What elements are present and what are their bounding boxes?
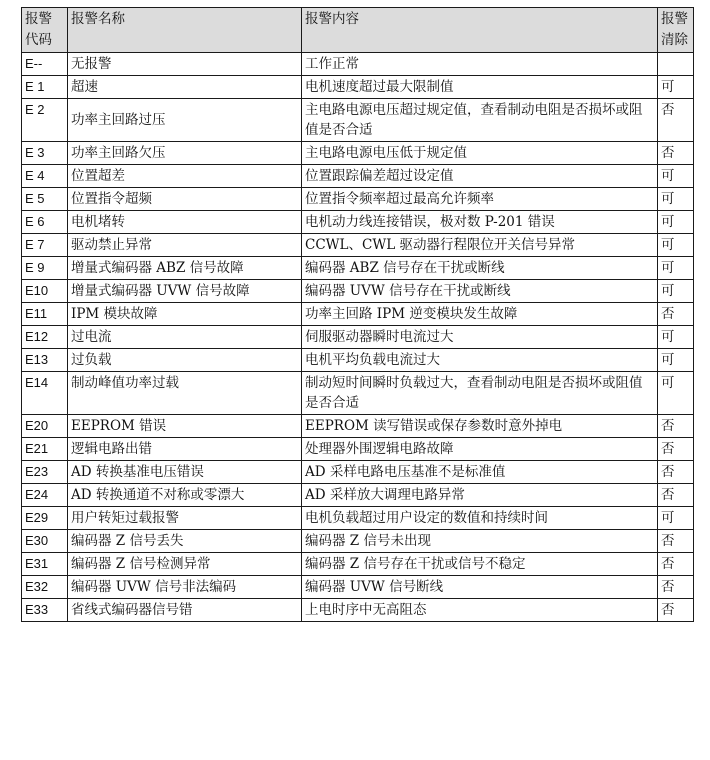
alarm-code: E11 [22,303,68,326]
alarm-content: 电机动力线连接错误，极对数 P-201 错误 [302,211,658,234]
alarm-code: E29 [22,507,68,530]
header-alarm-name: 报警名称 [68,8,302,53]
alarm-clear: 否 [658,303,694,326]
alarm-code: E30 [22,530,68,553]
alarm-code: E23 [22,461,68,484]
alarm-name: 用户转矩过载报警 [68,507,302,530]
alarm-name: 增量式编码器 ABZ 信号故障 [68,257,302,280]
alarm-clear: 可 [658,76,694,99]
alarm-code: E33 [22,599,68,622]
alarm-code: E31 [22,553,68,576]
table-row [22,99,694,142]
alarm-code: E 4 [22,165,68,188]
alarm-clear: 否 [658,576,694,599]
alarm-name: 编码器 Z 信号检测异常 [68,553,302,576]
alarm-content: 位置指令频率超过最高允许频率 [302,188,658,211]
alarm-name: 过负载 [68,349,302,372]
alarm-name: 驱动禁止异常 [68,234,302,257]
alarm-content: AD 采样放大调理电路异常 [302,484,658,507]
alarm-name: 省线式编码器信号错 [68,599,302,622]
alarm-clear: 否 [658,484,694,507]
alarm-clear: 否 [658,599,694,622]
header-alarm-content: 报警内容 [302,8,658,53]
alarm-name: IPM 模块故障 [68,303,302,326]
alarm-clear: 可 [658,349,694,372]
table-row [22,372,694,415]
table-row [22,142,694,165]
alarm-name: 功率主回路过压 [68,99,302,142]
alarm-name: AD 转换通道不对称或零漂大 [68,484,302,507]
alarm-content: 编码器 UVW 信号存在干扰或断线 [302,280,658,303]
table-row [22,280,694,303]
alarm-name: 制动峰值功率过载 [68,372,302,415]
alarm-clear: 否 [658,99,694,142]
table-row [22,53,694,76]
alarm-code: E 2 [22,99,68,142]
table-row [22,415,694,438]
alarm-content: 主电路电源电压超过规定值，查看制动电阻是否损坏或阻值是否合适 [302,99,658,142]
table-row [22,599,694,622]
alarm-clear: 可 [658,326,694,349]
alarm-content: 制动短时间瞬时负载过大，查看制动电阻是否损坏或阻值是否合适 [302,372,658,415]
alarm-clear [658,53,694,76]
alarm-clear: 可 [658,234,694,257]
header-alarm-code: 报警代码 [22,8,68,53]
alarm-clear: 可 [658,211,694,234]
alarm-content: 位置跟踪偏差超过设定值 [302,165,658,188]
table-row [22,461,694,484]
table-header-row [22,8,694,53]
alarm-content: 电机速度超过最大限制值 [302,76,658,99]
alarm-code: E 6 [22,211,68,234]
alarm-name: EEPROM 错误 [68,415,302,438]
alarm-clear: 可 [658,165,694,188]
table-row [22,484,694,507]
table-row [22,211,694,234]
alarm-clear: 可 [658,188,694,211]
alarm-content: 电机负载超过用户设定的数值和持续时间 [302,507,658,530]
alarm-code: E10 [22,280,68,303]
table-row [22,349,694,372]
alarm-code: E14 [22,372,68,415]
alarm-content: AD 采样电路电压基准不是标准值 [302,461,658,484]
alarm-name: 增量式编码器 UVW 信号故障 [68,280,302,303]
alarm-code: E-- [22,53,68,76]
alarm-clear: 可 [658,372,694,415]
alarm-content: 电机平均负载电流过大 [302,349,658,372]
table-row [22,438,694,461]
table-row [22,553,694,576]
alarm-content: 编码器 ABZ 信号存在干扰或断线 [302,257,658,280]
alarm-clear: 否 [658,461,694,484]
table-row [22,165,694,188]
table-row [22,303,694,326]
alarm-clear: 可 [658,280,694,303]
table-row [22,507,694,530]
alarm-clear: 可 [658,507,694,530]
alarm-content: CCWL、CWL 驱动器行程限位开关信号异常 [302,234,658,257]
alarm-table-container [21,7,694,622]
alarm-code: E32 [22,576,68,599]
table-row [22,188,694,211]
alarm-name: 位置指令超频 [68,188,302,211]
alarm-clear: 否 [658,438,694,461]
alarm-code: E 3 [22,142,68,165]
alarm-content: 主电路电源电压低于规定值 [302,142,658,165]
alarm-code: E21 [22,438,68,461]
alarm-name: 编码器 Z 信号丢失 [68,530,302,553]
alarm-content: 功率主回路 IPM 逆变模块发生故障 [302,303,658,326]
alarm-code: E24 [22,484,68,507]
alarm-clear: 否 [658,530,694,553]
alarm-name: 位置超差 [68,165,302,188]
table-row [22,576,694,599]
alarm-name: 编码器 UVW 信号非法编码 [68,576,302,599]
alarm-code: E20 [22,415,68,438]
table-row [22,257,694,280]
alarm-content: 编码器 Z 信号未出现 [302,530,658,553]
alarm-code: E12 [22,326,68,349]
header-alarm-clear: 报警清除 [658,8,694,53]
alarm-clear: 否 [658,142,694,165]
alarm-name: 过电流 [68,326,302,349]
alarm-content: 编码器 Z 信号存在干扰或信号不稳定 [302,553,658,576]
alarm-code: E 1 [22,76,68,99]
alarm-code: E 5 [22,188,68,211]
alarm-name: 超速 [68,76,302,99]
alarm-content: EEPROM 读写错误或保存参数时意外掉电 [302,415,658,438]
alarm-name: AD 转换基准电压错误 [68,461,302,484]
alarm-content: 处理器外围逻辑电路故障 [302,438,658,461]
alarm-code: E13 [22,349,68,372]
alarm-clear: 否 [658,415,694,438]
alarm-code: E 7 [22,234,68,257]
table-row [22,326,694,349]
alarm-clear: 可 [658,257,694,280]
alarm-code: E 9 [22,257,68,280]
alarm-clear: 否 [658,553,694,576]
alarm-content: 编码器 UVW 信号断线 [302,576,658,599]
table-row [22,530,694,553]
alarm-content: 上电时序中无高阻态 [302,599,658,622]
alarm-name: 电机堵转 [68,211,302,234]
alarm-code-table [21,7,694,622]
alarm-content: 伺服驱动器瞬时电流过大 [302,326,658,349]
table-row [22,76,694,99]
alarm-name: 无报警 [68,53,302,76]
alarm-name: 功率主回路欠压 [68,142,302,165]
table-row [22,234,694,257]
alarm-name: 逻辑电路出错 [68,438,302,461]
alarm-content: 工作正常 [302,53,658,76]
